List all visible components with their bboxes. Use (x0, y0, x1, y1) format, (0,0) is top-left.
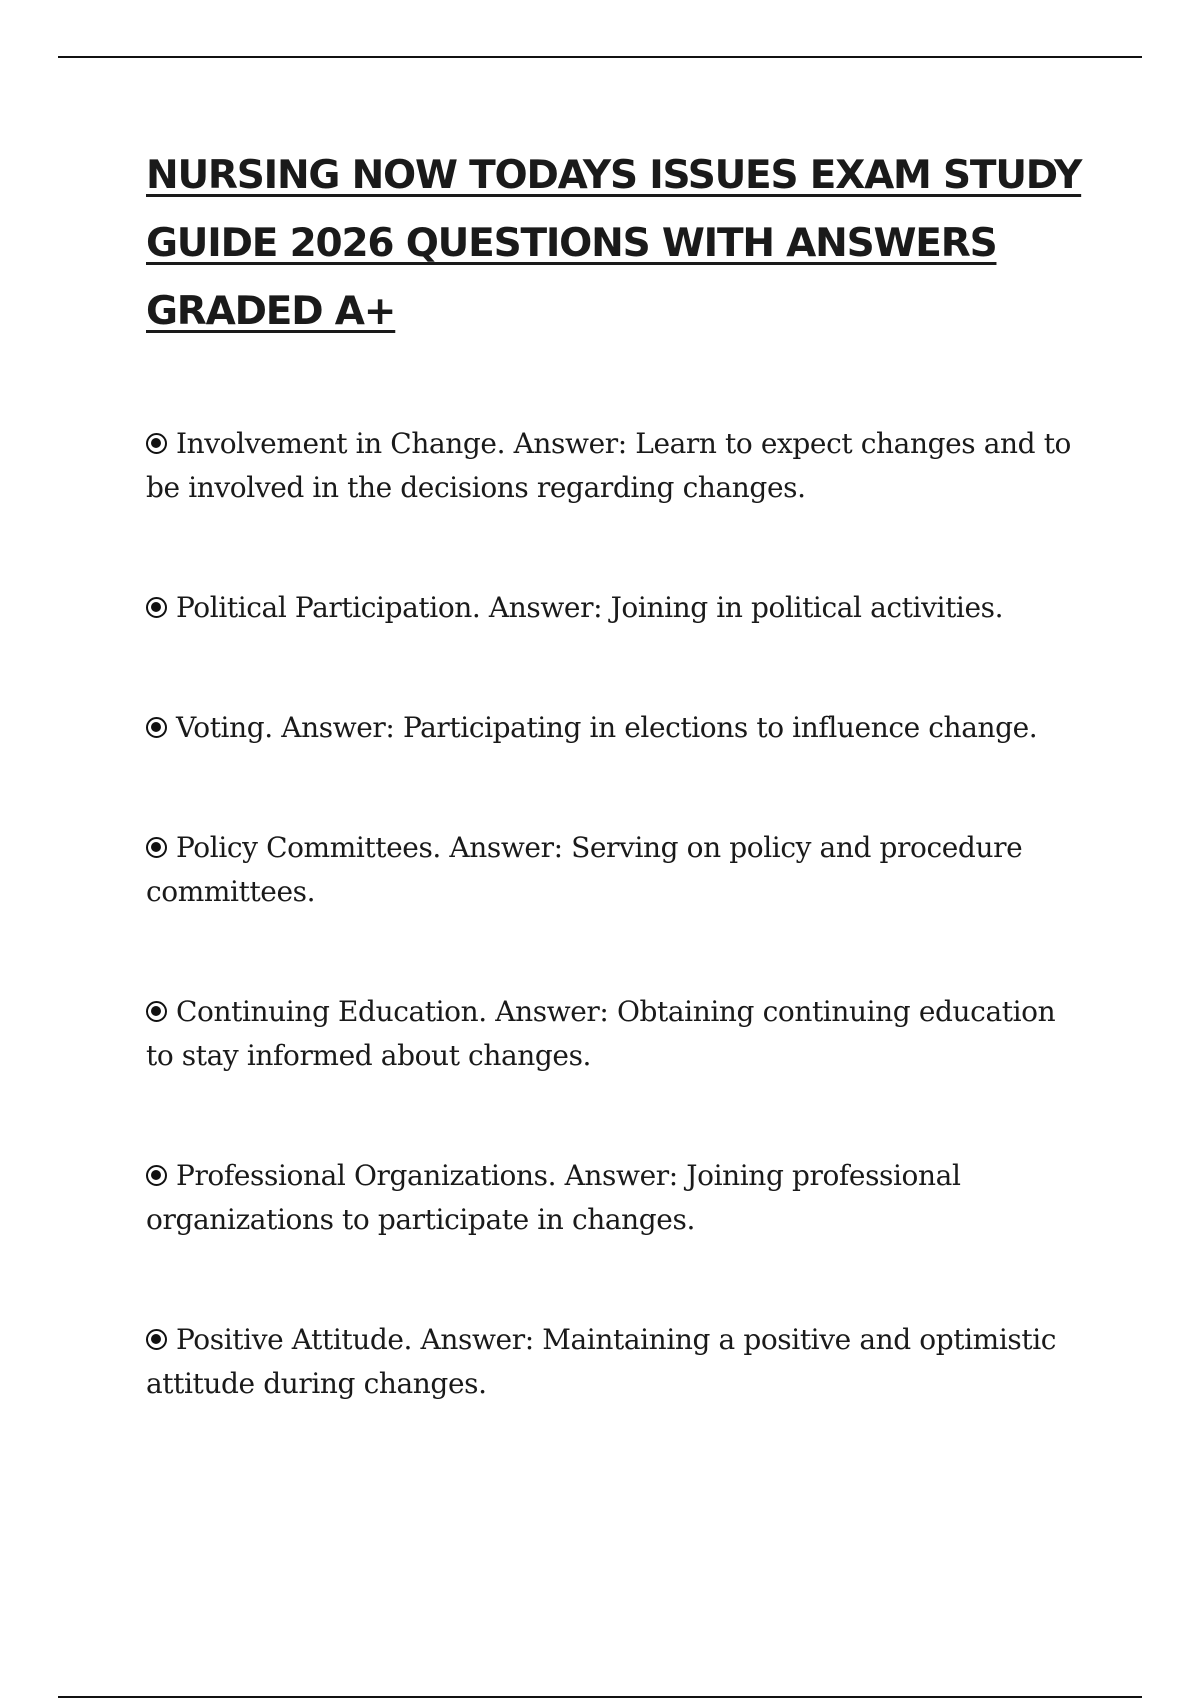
fisheye-bullet-icon (146, 1329, 167, 1350)
fisheye-bullet-icon (146, 433, 167, 454)
item-text: Policy Committees. Answer: Serving on policy and procedure committees. (146, 831, 1023, 908)
header-rule (58, 56, 1142, 58)
item-text: Continuing Education. Answer: Obtaining continuing education to stay informed about changes. (146, 995, 1056, 1072)
fisheye-bullet-icon (146, 717, 167, 738)
list-item (146, 586, 1086, 630)
list-item (146, 422, 1086, 510)
fisheye-bullet-icon (146, 837, 167, 858)
list-item (146, 1318, 1086, 1406)
item-text: Voting. Answer: Participating in elections to influence change. (176, 711, 1038, 744)
fisheye-bullet-icon (146, 1165, 167, 1186)
list-item (146, 1154, 1086, 1242)
fisheye-bullet-icon (146, 597, 167, 618)
question-answer-list (146, 422, 1086, 1482)
item-text: Involvement in Change. Answer: Learn to expect changes and to be involved in the decisions regarding changes. (146, 427, 1072, 504)
item-text: Political Participation. Answer: Joining in political activities. (176, 591, 1004, 624)
document-title: NURSING NOW TODAYS ISSUES EXAM STUDY GUIDE 2026 QUESTIONS WITH ANSWERS GRADED A+ (146, 153, 1082, 334)
footer-rule (58, 1696, 1142, 1698)
item-text: Professional Organizations. Answer: Joining professional organizations to participate in changes. (146, 1159, 961, 1236)
item-text: Positive Attitude. Answer: Maintaining a positive and optimistic attitude during changes. (146, 1323, 1057, 1400)
list-item (146, 990, 1086, 1078)
fisheye-bullet-icon (146, 1001, 167, 1022)
list-item (146, 826, 1086, 914)
list-item (146, 706, 1086, 750)
